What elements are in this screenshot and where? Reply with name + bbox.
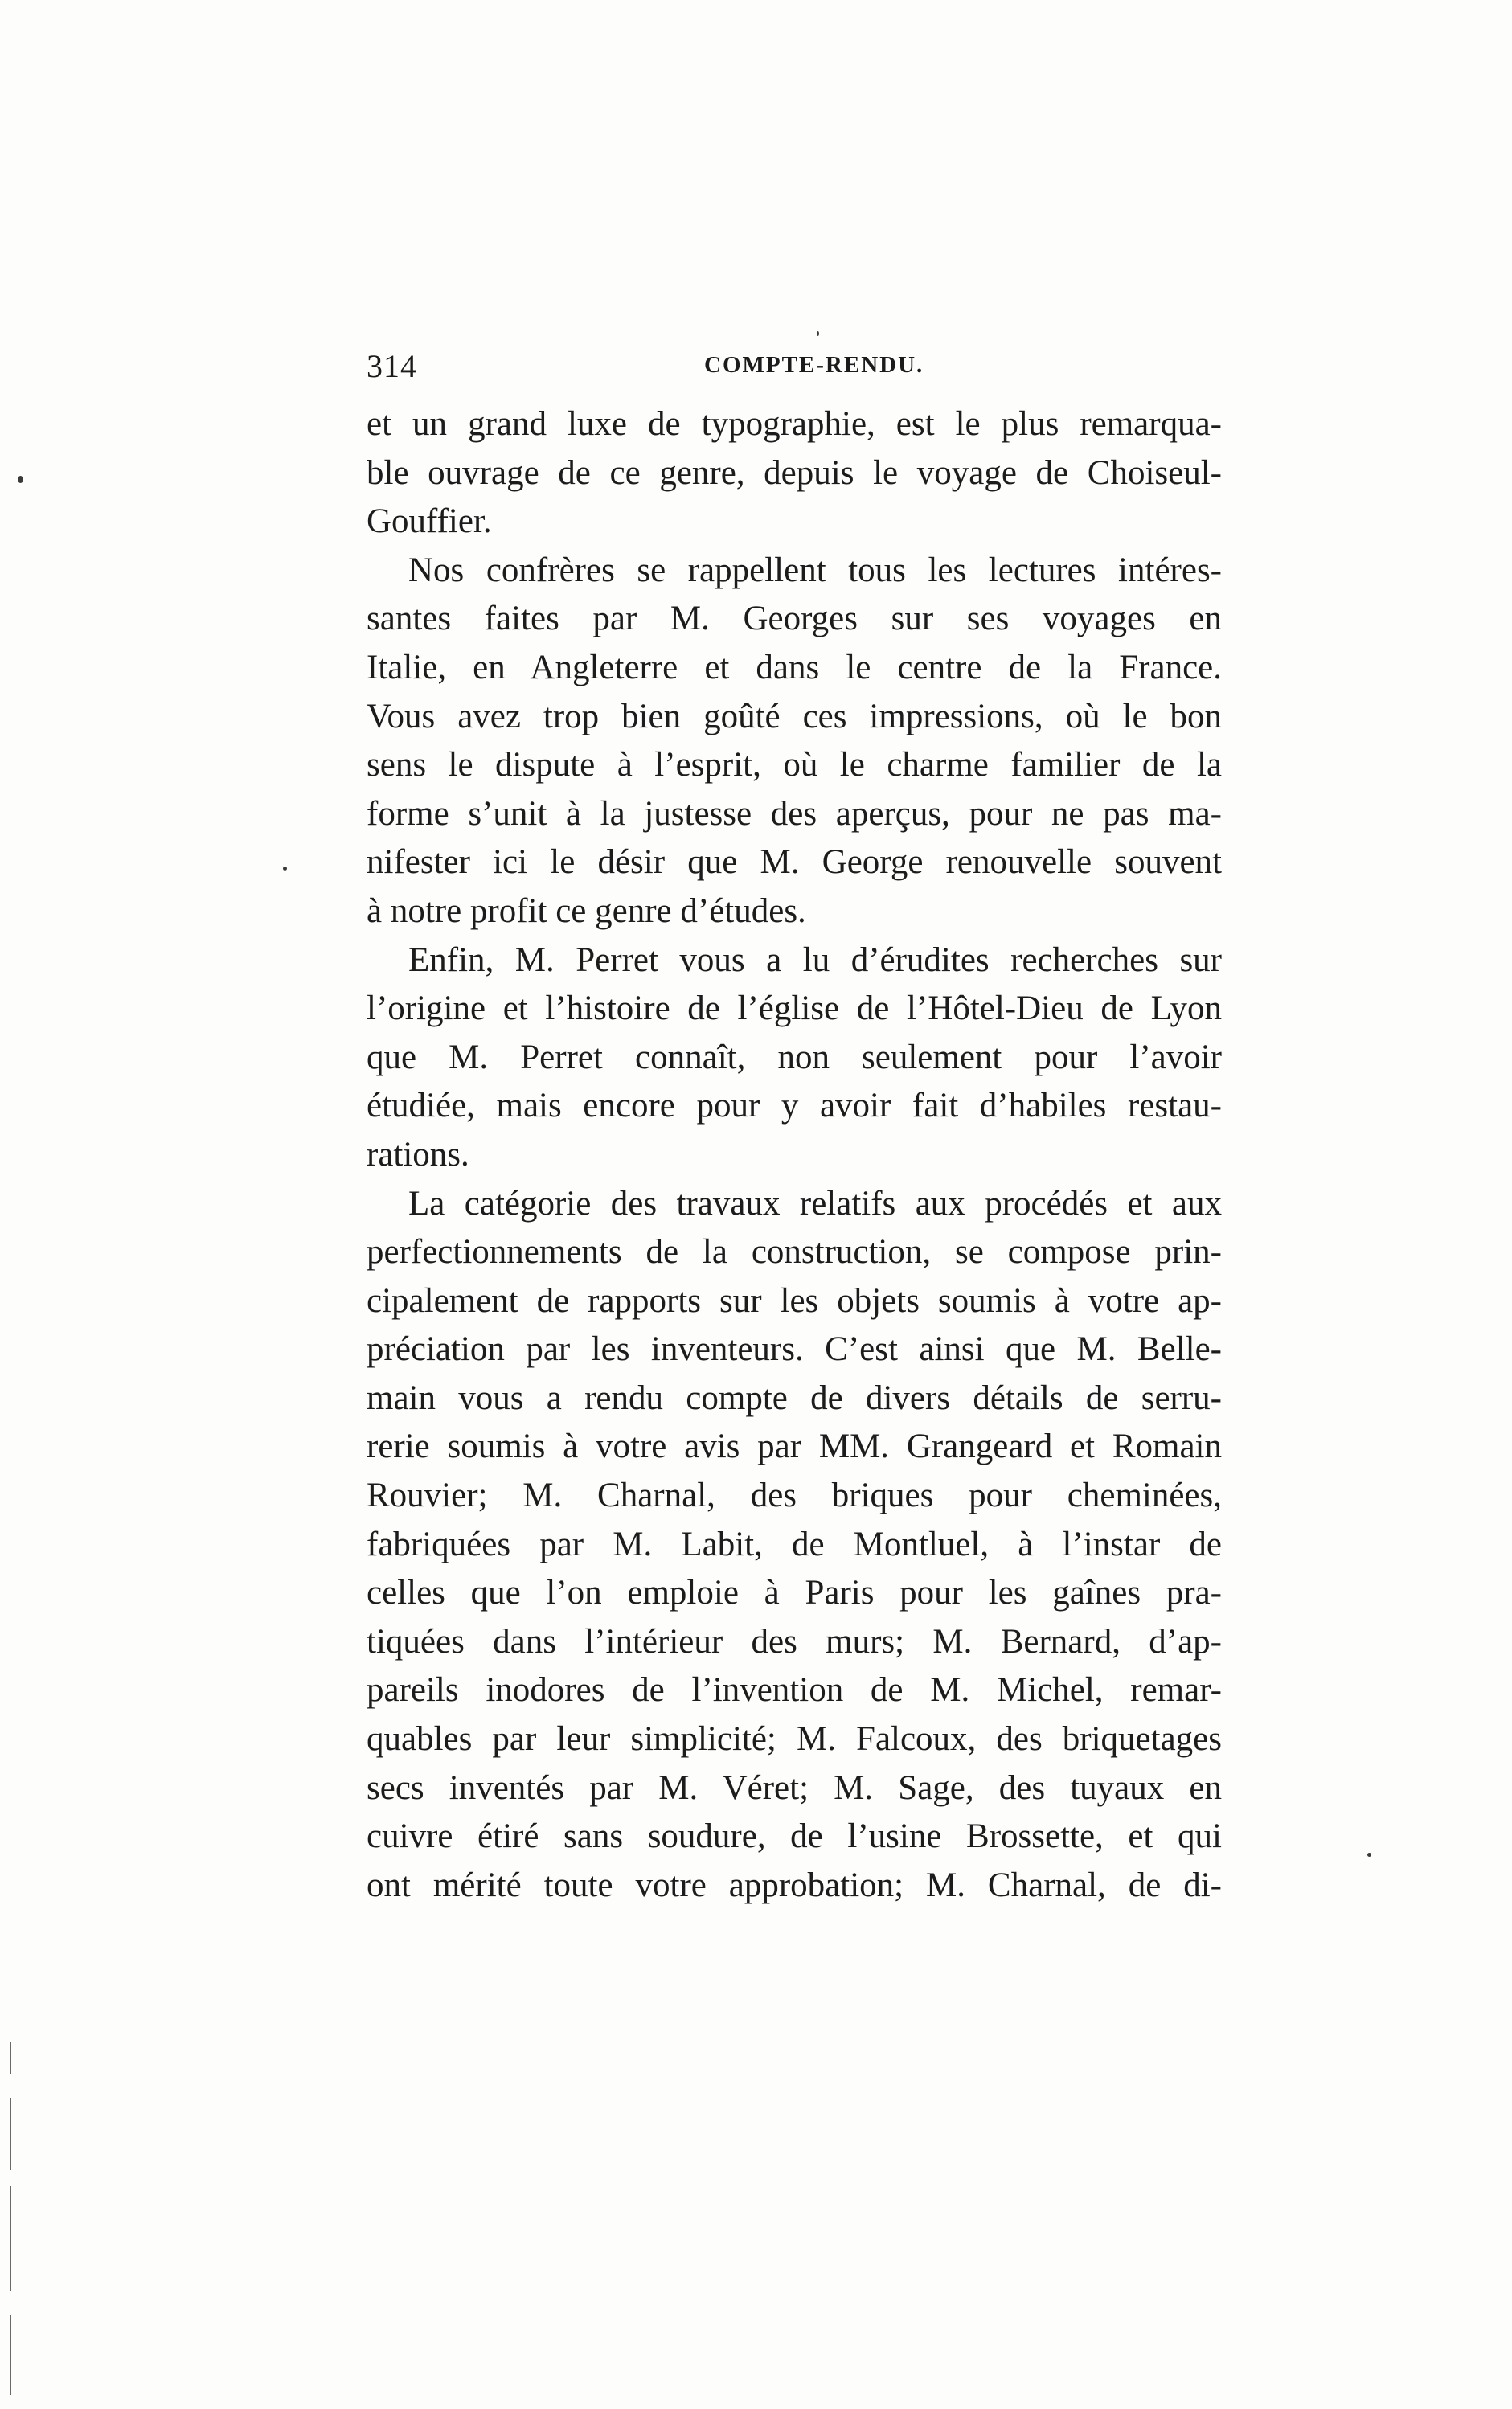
text-line: préciation par les inventeurs. C’est ainsi que M. Belle- — [367, 1330, 1222, 1369]
scan-edge-mark — [10, 2315, 11, 2395]
page-number: 314 — [367, 348, 417, 384]
text-line: fabriquées par M. Labit, de Montluel, à l’instar de — [367, 1525, 1222, 1563]
text-line: secs inventés par M. Véret; M. Sage, des tuyaux en — [367, 1768, 1222, 1807]
scan-edge-mark — [10, 2042, 11, 2074]
text-line: Italie, en Angleterre et dans le centre de la France. — [367, 648, 1222, 686]
text-line: santes faites par M. Georges sur ses voyages en — [367, 600, 1222, 638]
body-text — [367, 400, 1222, 1910]
text-line: étudiée, mais encore pour y avoir fait d’habiles restau- — [367, 1087, 1222, 1125]
text-line: quables par leur simplicité; M. Falcoux, des briquetages — [367, 1720, 1222, 1759]
text-line: ont mérité toute votre approbation; M. Charnal, de di- — [367, 1866, 1222, 1904]
text-line: tiquées dans l’intérieur des murs; M. Bernard, d’ap- — [367, 1622, 1222, 1661]
text-line: cipalement de rapports sur les objets soumis à votre ap- — [367, 1281, 1222, 1320]
text-line: cuivre étiré sans soudure, de l’usine Brossette, et qui — [367, 1817, 1222, 1856]
running-title: COMPTE-RENDU. — [704, 352, 924, 378]
scan-speck — [1367, 1853, 1371, 1857]
text-line: sens le dispute à l’esprit, où le charme familier de la — [367, 746, 1222, 785]
text-line: Vous avez trop bien goûté ces impressions, où le bon — [367, 697, 1222, 735]
text-line: Rouvier; M. Charnal, des briques pour cheminées, — [367, 1477, 1222, 1515]
scan-edge-mark — [10, 2098, 11, 2170]
scan-speck — [283, 867, 287, 871]
text-line: rerie soumis à votre avis par MM. Grangeard et Romain — [367, 1428, 1222, 1466]
text-line: que M. Perret connaît, non seulement pour l’avoir — [367, 1038, 1222, 1076]
text-line: La catégorie des travaux relatifs aux procédés et aux — [408, 1184, 1222, 1223]
scan-edge-mark — [10, 2186, 11, 2291]
text-line: pareils inodores de l’invention de M. Michel, remar- — [367, 1671, 1222, 1710]
text-line: Nos confrères se rappellent tous les lectures intéres- — [408, 551, 1222, 589]
text-line: forme s’unit à la justesse des aperçus, pour ne pas ma- — [367, 794, 1222, 833]
running-head — [367, 347, 1222, 395]
text-line: à notre profit ce genre d’études. — [367, 891, 806, 930]
text-line: ble ouvrage de ce genre, depuis le voyage de Choiseul- — [367, 453, 1222, 492]
text-line: rations. — [367, 1135, 469, 1174]
text-line: perfectionnements de la construction, se compose prin- — [367, 1233, 1222, 1272]
scan-speck — [817, 331, 819, 336]
text-line: celles que l’on emploie à Paris pour les gaînes pra- — [367, 1574, 1222, 1612]
text-line: l’origine et l’histoire de l’église de l’Hôtel-Dieu de Lyon — [367, 989, 1222, 1028]
text-line: Gouffier. — [367, 502, 492, 541]
text-line: et un grand luxe de typographie, est le plus remarqua- — [367, 405, 1222, 443]
text-line: nifester ici le désir que M. George renouvelle souvent — [367, 843, 1222, 882]
text-line: Enfin, M. Perret vous a lu d’érudites recherches sur — [408, 940, 1222, 979]
scan-speck — [18, 476, 23, 483]
text-line: main vous a rendu compte de divers détails de serru- — [367, 1379, 1222, 1417]
